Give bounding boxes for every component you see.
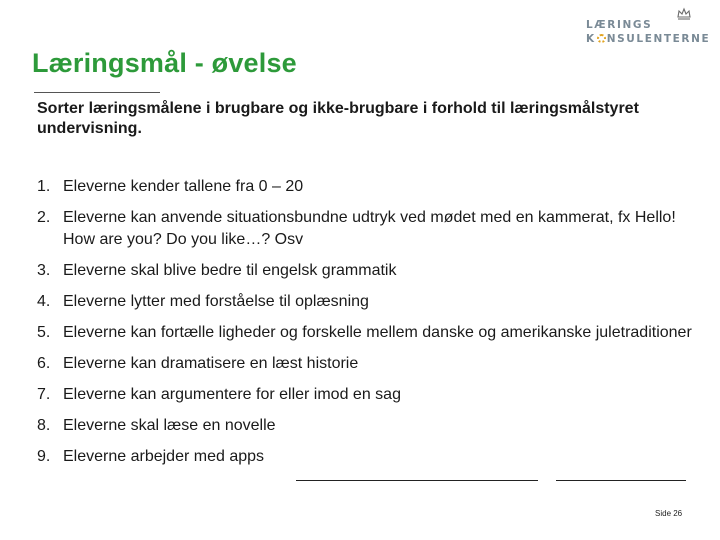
- answer-line-short: [556, 480, 686, 481]
- list-item: [37, 207, 709, 251]
- answer-line-long: [296, 480, 538, 481]
- list-item: [37, 322, 709, 344]
- logo-line-1: LÆRINGS: [586, 19, 653, 31]
- list-item-number: 3.: [37, 262, 51, 279]
- logo-line-2-prefix: K: [586, 33, 596, 45]
- list-item: [37, 176, 709, 198]
- list-item-text: Eleverne kan dramatisere en læst historie: [63, 355, 359, 372]
- list-item: [37, 415, 709, 437]
- list-item: [37, 291, 709, 313]
- list-item-text: Eleverne kender tallene fra 0 – 20: [63, 178, 304, 195]
- logo-line-2: [586, 32, 710, 46]
- list-item: [37, 446, 709, 468]
- title-divider: [34, 92, 160, 93]
- slide-subtitle: Sorter læringsmålene i brugbare og ikke-brugbare i forhold til læringsmålstyret undervisning.: [37, 100, 639, 137]
- list-item-number: 1.: [37, 178, 51, 195]
- list-item-text: Eleverne arbejder med apps: [63, 448, 265, 465]
- list-item-text: Eleverne kan anvende situationsbundne udtryk ved mødet med en kammerat, fx Hello! How are you? Do you like…? Osv: [63, 209, 676, 248]
- list-item-text: Eleverne lytter med forståelse til oplæsning: [63, 293, 369, 310]
- page-number: Side 26: [655, 509, 683, 518]
- list-item-number: 4.: [37, 293, 51, 310]
- slide-title: Læringsmål - øvelse: [32, 48, 297, 78]
- list-item: [37, 260, 709, 282]
- list-item-number: 9.: [37, 448, 51, 465]
- list-item-text: Eleverne kan argumentere for eller imod en sag: [63, 386, 401, 403]
- list-item-number: 7.: [37, 386, 51, 403]
- logo-sun-icon: [597, 34, 606, 43]
- list-item-text: Eleverne kan fortælle ligheder og forskelle mellem danske og amerikanske juletraditioner: [63, 324, 692, 341]
- learning-goals-list: [37, 176, 709, 477]
- list-item: [37, 353, 709, 375]
- list-item-number: 5.: [37, 324, 51, 341]
- list-item-text: Eleverne skal blive bedre til engelsk grammatik: [63, 262, 397, 279]
- list-item-text: Eleverne skal læse en novelle: [63, 417, 276, 434]
- list-item: [37, 384, 709, 406]
- logo-line-2-suffix: NSULENTERNE: [606, 33, 711, 45]
- list-item-number: 6.: [37, 355, 51, 372]
- list-item-number: 2.: [37, 209, 51, 226]
- list-item-number: 8.: [37, 417, 51, 434]
- crown-icon: [676, 7, 692, 21]
- company-logo: [586, 18, 710, 46]
